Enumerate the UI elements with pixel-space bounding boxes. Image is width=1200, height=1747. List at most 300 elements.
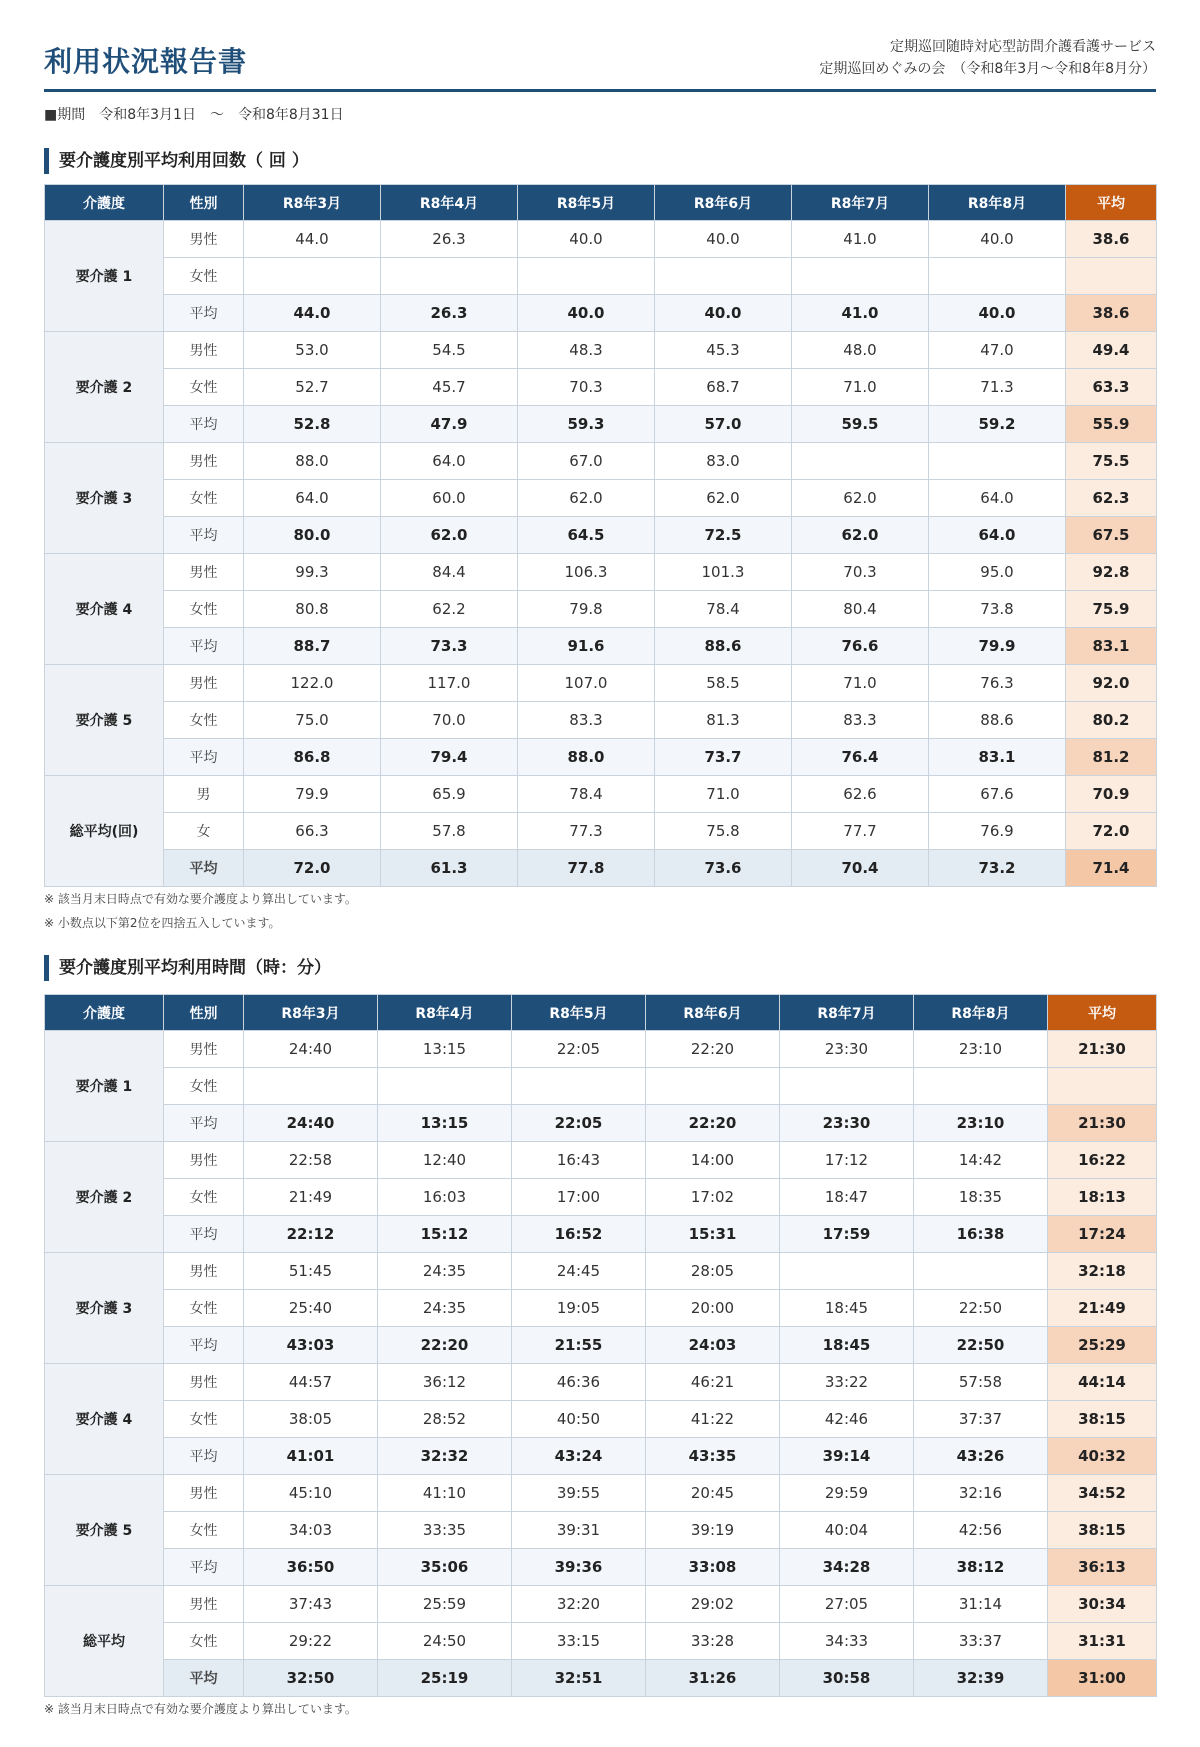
sex-cell: 女性 xyxy=(164,1068,244,1105)
average-cell: 32:18 xyxy=(1048,1253,1157,1290)
value-cell: 43:26 xyxy=(914,1438,1048,1475)
value-cell: 29:22 xyxy=(244,1623,378,1660)
value-cell: 72.0 xyxy=(244,850,381,887)
average-cell: 38:15 xyxy=(1048,1401,1157,1438)
value-cell xyxy=(646,1068,780,1105)
value-cell: 20:00 xyxy=(646,1290,780,1327)
average-cell: 30:34 xyxy=(1048,1586,1157,1623)
value-cell: 95.0 xyxy=(929,554,1066,591)
value-cell: 33:35 xyxy=(378,1512,512,1549)
value-cell: 66.3 xyxy=(244,813,381,850)
value-cell: 40.0 xyxy=(929,295,1066,332)
value-cell: 107.0 xyxy=(518,665,655,702)
service-name: 定期巡回随時対応型訪問介護看護サービス xyxy=(890,39,1156,55)
care-level-cell: 要介護 4 xyxy=(45,554,164,665)
value-cell: 40.0 xyxy=(518,221,655,258)
average-cell: 44:14 xyxy=(1048,1364,1157,1401)
table-row xyxy=(45,406,1157,443)
value-cell xyxy=(381,258,518,295)
value-cell xyxy=(929,258,1066,295)
care-level-cell: 要介護 1 xyxy=(45,1031,164,1142)
value-cell: 13:15 xyxy=(378,1105,512,1142)
average-cell: 21:30 xyxy=(1048,1031,1157,1068)
value-cell xyxy=(929,443,1066,480)
sex-cell: 男性 xyxy=(164,443,244,480)
average-cell: 31:00 xyxy=(1048,1660,1157,1697)
value-cell: 61.3 xyxy=(381,850,518,887)
value-cell: 17:02 xyxy=(646,1179,780,1216)
value-cell: 68.7 xyxy=(655,369,792,406)
value-cell: 76.3 xyxy=(929,665,1066,702)
value-cell: 22:05 xyxy=(512,1031,646,1068)
average-cell: 38.6 xyxy=(1066,221,1157,258)
value-cell: 44:57 xyxy=(244,1364,378,1401)
value-cell: 83.3 xyxy=(518,702,655,739)
value-cell: 40:50 xyxy=(512,1401,646,1438)
value-cell: 79.4 xyxy=(381,739,518,776)
column-header: R8年6月 xyxy=(646,995,780,1031)
sex-cell: 男性 xyxy=(164,1142,244,1179)
care-level-cell: 要介護 1 xyxy=(45,221,164,332)
table-row xyxy=(45,850,1157,887)
value-cell: 35:06 xyxy=(378,1549,512,1586)
table-row xyxy=(45,517,1157,554)
value-cell: 57:58 xyxy=(914,1364,1048,1401)
value-cell: 38:12 xyxy=(914,1549,1048,1586)
value-cell: 40.0 xyxy=(655,221,792,258)
value-cell: 64.0 xyxy=(244,480,381,517)
column-header: R8年4月 xyxy=(381,185,518,221)
value-cell: 64.0 xyxy=(929,480,1066,517)
value-cell: 65.9 xyxy=(381,776,518,813)
value-cell: 47.0 xyxy=(929,332,1066,369)
value-cell: 43:35 xyxy=(646,1438,780,1475)
value-cell: 76.9 xyxy=(929,813,1066,850)
average-cell: 38:15 xyxy=(1048,1512,1157,1549)
sex-cell: 平均 xyxy=(164,517,244,554)
value-cell: 75.8 xyxy=(655,813,792,850)
table-row xyxy=(45,1327,1157,1364)
value-cell xyxy=(780,1253,914,1290)
value-cell: 31:26 xyxy=(646,1660,780,1697)
value-cell: 78.4 xyxy=(518,776,655,813)
value-cell: 64.0 xyxy=(929,517,1066,554)
average-cell: 62.3 xyxy=(1066,480,1157,517)
table-row xyxy=(45,591,1157,628)
value-cell: 76.4 xyxy=(792,739,929,776)
value-cell: 13:15 xyxy=(378,1031,512,1068)
column-header: 介護度 xyxy=(45,185,164,221)
value-cell: 24:50 xyxy=(378,1623,512,1660)
value-cell: 33:08 xyxy=(646,1549,780,1586)
average-cell: 67.5 xyxy=(1066,517,1157,554)
value-cell: 27:05 xyxy=(780,1586,914,1623)
value-cell: 40.0 xyxy=(518,295,655,332)
count-table xyxy=(44,184,1157,887)
value-cell: 17:59 xyxy=(780,1216,914,1253)
column-header: 性別 xyxy=(164,995,244,1031)
table-row xyxy=(45,1586,1157,1623)
sex-cell: 女性 xyxy=(164,591,244,628)
care-level-cell: 要介護 5 xyxy=(45,665,164,776)
value-cell: 23:10 xyxy=(914,1031,1048,1068)
value-cell: 22:05 xyxy=(512,1105,646,1142)
value-cell: 73.7 xyxy=(655,739,792,776)
value-cell: 41.0 xyxy=(792,221,929,258)
value-cell: 39:55 xyxy=(512,1475,646,1512)
average-cell: 83.1 xyxy=(1066,628,1157,665)
sex-cell: 平均 xyxy=(164,295,244,332)
value-cell: 70.0 xyxy=(381,702,518,739)
value-cell: 88.0 xyxy=(518,739,655,776)
table-row xyxy=(45,1031,1157,1068)
sex-cell: 女 xyxy=(164,813,244,850)
table-row xyxy=(45,332,1157,369)
value-cell: 52.8 xyxy=(244,406,381,443)
value-cell: 46:36 xyxy=(512,1364,646,1401)
average-cell: 38.6 xyxy=(1066,295,1157,332)
value-cell: 21:55 xyxy=(512,1327,646,1364)
average-cell: 71.4 xyxy=(1066,850,1157,887)
value-cell: 77.3 xyxy=(518,813,655,850)
value-cell: 42:46 xyxy=(780,1401,914,1438)
value-cell: 41:01 xyxy=(244,1438,378,1475)
sex-cell: 女性 xyxy=(164,1512,244,1549)
average-cell: 70.9 xyxy=(1066,776,1157,813)
value-cell: 41.0 xyxy=(792,295,929,332)
value-cell: 26.3 xyxy=(381,295,518,332)
report-period: ■期間 令和8年3月1日 〜 令和8年8月31日 xyxy=(44,107,344,123)
value-cell: 39:19 xyxy=(646,1512,780,1549)
sex-cell: 女性 xyxy=(164,1290,244,1327)
average-cell: 75.9 xyxy=(1066,591,1157,628)
table-row xyxy=(45,1364,1157,1401)
value-cell: 22:50 xyxy=(914,1290,1048,1327)
value-cell: 59.5 xyxy=(792,406,929,443)
sex-cell: 男性 xyxy=(164,1031,244,1068)
value-cell: 25:40 xyxy=(244,1290,378,1327)
value-cell: 51:45 xyxy=(244,1253,378,1290)
value-cell xyxy=(792,443,929,480)
value-cell: 75.0 xyxy=(244,702,381,739)
value-cell: 24:40 xyxy=(244,1031,378,1068)
value-cell: 36:12 xyxy=(378,1364,512,1401)
value-cell: 14:00 xyxy=(646,1142,780,1179)
value-cell: 20:45 xyxy=(646,1475,780,1512)
value-cell: 88.6 xyxy=(929,702,1066,739)
sex-cell: 平均 xyxy=(164,739,244,776)
column-header: R8年3月 xyxy=(244,185,381,221)
table-row xyxy=(45,702,1157,739)
value-cell: 22:50 xyxy=(914,1327,1048,1364)
table-row xyxy=(45,1142,1157,1179)
value-cell: 33:22 xyxy=(780,1364,914,1401)
care-level-cell: 要介護 3 xyxy=(45,1253,164,1364)
column-header: R8年5月 xyxy=(518,185,655,221)
average-cell: 75.5 xyxy=(1066,443,1157,480)
value-cell: 34:33 xyxy=(780,1623,914,1660)
care-level-cell: 総平均 xyxy=(45,1586,164,1697)
report-header xyxy=(44,0,1156,92)
value-cell: 39:14 xyxy=(780,1438,914,1475)
value-cell: 18:45 xyxy=(780,1290,914,1327)
value-cell: 78.4 xyxy=(655,591,792,628)
value-cell: 67.6 xyxy=(929,776,1066,813)
value-cell: 25:19 xyxy=(378,1660,512,1697)
sex-cell: 女性 xyxy=(164,258,244,295)
value-cell xyxy=(780,1068,914,1105)
sex-cell: 平均 xyxy=(164,406,244,443)
value-cell: 48.3 xyxy=(518,332,655,369)
value-cell: 71.0 xyxy=(792,369,929,406)
value-cell xyxy=(518,258,655,295)
value-cell: 12:40 xyxy=(378,1142,512,1179)
care-level-cell: 要介護 2 xyxy=(45,1142,164,1253)
value-cell: 84.4 xyxy=(381,554,518,591)
table-row xyxy=(45,1549,1157,1586)
average-cell: 21:30 xyxy=(1048,1105,1157,1142)
value-cell: 16:52 xyxy=(512,1216,646,1253)
value-cell: 60.0 xyxy=(381,480,518,517)
sex-cell: 男性 xyxy=(164,665,244,702)
value-cell: 70.4 xyxy=(792,850,929,887)
average-cell: 55.9 xyxy=(1066,406,1157,443)
sex-cell: 平均 xyxy=(164,1660,244,1697)
value-cell: 39:36 xyxy=(512,1549,646,1586)
table-row xyxy=(45,1512,1157,1549)
value-cell: 81.3 xyxy=(655,702,792,739)
value-cell: 32:20 xyxy=(512,1586,646,1623)
value-cell: 37:43 xyxy=(244,1586,378,1623)
value-cell: 38:05 xyxy=(244,1401,378,1438)
column-header: R8年7月 xyxy=(792,185,929,221)
value-cell: 18:45 xyxy=(780,1327,914,1364)
value-cell: 19:05 xyxy=(512,1290,646,1327)
table-row xyxy=(45,554,1157,591)
value-cell: 32:39 xyxy=(914,1660,1048,1697)
column-header: R8年3月 xyxy=(244,995,378,1031)
time-section-title: 要介護度別平均利用時間（時：分） xyxy=(44,955,331,981)
average-cell xyxy=(1048,1068,1157,1105)
value-cell xyxy=(914,1253,1048,1290)
table-row xyxy=(45,628,1157,665)
value-cell: 29:02 xyxy=(646,1586,780,1623)
average-cell: 25:29 xyxy=(1048,1327,1157,1364)
sex-cell: 女性 xyxy=(164,1623,244,1660)
value-cell: 18:35 xyxy=(914,1179,1048,1216)
table-row xyxy=(45,1401,1157,1438)
value-cell: 53.0 xyxy=(244,332,381,369)
care-level-cell: 要介護 2 xyxy=(45,332,164,443)
count-note-1: ※ 該当月末日時点で有効な要介護度より算出しています。 xyxy=(44,892,357,906)
value-cell: 15:12 xyxy=(378,1216,512,1253)
value-cell: 41:22 xyxy=(646,1401,780,1438)
value-cell: 122.0 xyxy=(244,665,381,702)
value-cell: 62.2 xyxy=(381,591,518,628)
value-cell: 40:04 xyxy=(780,1512,914,1549)
average-cell: 92.8 xyxy=(1066,554,1157,591)
table-row xyxy=(45,1216,1157,1253)
table-row xyxy=(45,1475,1157,1512)
value-cell: 44.0 xyxy=(244,295,381,332)
value-cell: 79.9 xyxy=(244,776,381,813)
value-cell: 30:58 xyxy=(780,1660,914,1697)
average-cell: 92.0 xyxy=(1066,665,1157,702)
sex-cell: 男性 xyxy=(164,554,244,591)
value-cell: 22:58 xyxy=(244,1142,378,1179)
value-cell: 73.8 xyxy=(929,591,1066,628)
column-header: 平均 xyxy=(1066,185,1157,221)
value-cell: 39:31 xyxy=(512,1512,646,1549)
value-cell: 101.3 xyxy=(655,554,792,591)
value-cell: 24:35 xyxy=(378,1253,512,1290)
sex-cell: 平均 xyxy=(164,1438,244,1475)
value-cell xyxy=(244,258,381,295)
value-cell: 40.0 xyxy=(655,295,792,332)
care-level-cell: 要介護 5 xyxy=(45,1475,164,1586)
value-cell: 16:43 xyxy=(512,1142,646,1179)
table-row xyxy=(45,1438,1157,1475)
value-cell: 16:38 xyxy=(914,1216,1048,1253)
value-cell xyxy=(792,258,929,295)
value-cell: 86.8 xyxy=(244,739,381,776)
value-cell: 83.1 xyxy=(929,739,1066,776)
value-cell: 46:21 xyxy=(646,1364,780,1401)
column-header: R8年8月 xyxy=(914,995,1048,1031)
sex-cell: 男性 xyxy=(164,1475,244,1512)
value-cell: 17:00 xyxy=(512,1179,646,1216)
value-cell: 62.0 xyxy=(792,480,929,517)
table-row xyxy=(45,443,1157,480)
count-section-title: 要介護度別平均利用回数（ 回 ） xyxy=(44,148,309,174)
sex-cell: 男 xyxy=(164,776,244,813)
value-cell: 40.0 xyxy=(929,221,1066,258)
value-cell: 43:03 xyxy=(244,1327,378,1364)
value-cell: 47.9 xyxy=(381,406,518,443)
value-cell: 32:32 xyxy=(378,1438,512,1475)
table-row xyxy=(45,1068,1157,1105)
value-cell: 26.3 xyxy=(381,221,518,258)
value-cell: 62.6 xyxy=(792,776,929,813)
value-cell: 24:35 xyxy=(378,1290,512,1327)
value-cell: 88.0 xyxy=(244,443,381,480)
value-cell: 71.3 xyxy=(929,369,1066,406)
value-cell: 71.0 xyxy=(792,665,929,702)
value-cell: 58.5 xyxy=(655,665,792,702)
table-row xyxy=(45,1105,1157,1142)
value-cell: 24:03 xyxy=(646,1327,780,1364)
sex-cell: 男性 xyxy=(164,1253,244,1290)
column-header: 平均 xyxy=(1048,995,1157,1031)
care-level-cell: 要介護 4 xyxy=(45,1364,164,1475)
value-cell: 45.3 xyxy=(655,332,792,369)
average-cell: 31:31 xyxy=(1048,1623,1157,1660)
value-cell: 32:16 xyxy=(914,1475,1048,1512)
value-cell: 79.9 xyxy=(929,628,1066,665)
average-cell: 81.2 xyxy=(1066,739,1157,776)
value-cell: 73.6 xyxy=(655,850,792,887)
value-cell xyxy=(378,1068,512,1105)
count-note-2: ※ 小数点以下第2位を四捨五入しています。 xyxy=(44,916,281,930)
sex-cell: 男性 xyxy=(164,1586,244,1623)
average-cell: 21:49 xyxy=(1048,1290,1157,1327)
value-cell: 33:28 xyxy=(646,1623,780,1660)
value-cell: 32:50 xyxy=(244,1660,378,1697)
value-cell: 28:05 xyxy=(646,1253,780,1290)
sex-cell: 平均 xyxy=(164,1549,244,1586)
average-cell: 63.3 xyxy=(1066,369,1157,406)
value-cell: 79.8 xyxy=(518,591,655,628)
value-cell xyxy=(512,1068,646,1105)
value-cell: 64.0 xyxy=(381,443,518,480)
value-cell: 34:28 xyxy=(780,1549,914,1586)
value-cell: 28:52 xyxy=(378,1401,512,1438)
value-cell: 17:12 xyxy=(780,1142,914,1179)
sex-cell: 平均 xyxy=(164,628,244,665)
value-cell: 59.2 xyxy=(929,406,1066,443)
value-cell: 24:45 xyxy=(512,1253,646,1290)
table-row xyxy=(45,739,1157,776)
time-table xyxy=(44,994,1157,1697)
value-cell: 43:24 xyxy=(512,1438,646,1475)
value-cell: 48.0 xyxy=(792,332,929,369)
value-cell: 23:30 xyxy=(780,1105,914,1142)
table-row xyxy=(45,1660,1157,1697)
value-cell: 22:20 xyxy=(378,1327,512,1364)
column-header: 性別 xyxy=(164,185,244,221)
value-cell xyxy=(244,1068,378,1105)
value-cell: 23:10 xyxy=(914,1105,1048,1142)
sex-cell: 女性 xyxy=(164,1179,244,1216)
value-cell: 71.0 xyxy=(655,776,792,813)
value-cell: 77.7 xyxy=(792,813,929,850)
column-header: R8年4月 xyxy=(378,995,512,1031)
header-info xyxy=(819,36,1156,80)
sex-cell: 男性 xyxy=(164,221,244,258)
average-cell: 80.2 xyxy=(1066,702,1157,739)
value-cell: 54.5 xyxy=(381,332,518,369)
sex-cell: 平均 xyxy=(164,1216,244,1253)
average-cell: 34:52 xyxy=(1048,1475,1157,1512)
value-cell: 32:51 xyxy=(512,1660,646,1697)
value-cell: 73.3 xyxy=(381,628,518,665)
column-header: R8年5月 xyxy=(512,995,646,1031)
value-cell: 21:49 xyxy=(244,1179,378,1216)
value-cell: 36:50 xyxy=(244,1549,378,1586)
value-cell: 14:42 xyxy=(914,1142,1048,1179)
value-cell: 25:59 xyxy=(378,1586,512,1623)
value-cell: 42:56 xyxy=(914,1512,1048,1549)
value-cell: 80.8 xyxy=(244,591,381,628)
table-row xyxy=(45,1179,1157,1216)
value-cell: 45.7 xyxy=(381,369,518,406)
value-cell: 117.0 xyxy=(381,665,518,702)
value-cell: 64.5 xyxy=(518,517,655,554)
value-cell: 15:31 xyxy=(646,1216,780,1253)
value-cell: 62.0 xyxy=(792,517,929,554)
average-cell: 40:32 xyxy=(1048,1438,1157,1475)
value-cell: 59.3 xyxy=(518,406,655,443)
value-cell: 67.0 xyxy=(518,443,655,480)
value-cell: 41:10 xyxy=(378,1475,512,1512)
table-row xyxy=(45,1253,1157,1290)
value-cell: 57.0 xyxy=(655,406,792,443)
report-page xyxy=(44,0,1156,1716)
value-cell: 34:03 xyxy=(244,1512,378,1549)
column-header: R8年6月 xyxy=(655,185,792,221)
value-cell: 44.0 xyxy=(244,221,381,258)
value-cell: 83.0 xyxy=(655,443,792,480)
